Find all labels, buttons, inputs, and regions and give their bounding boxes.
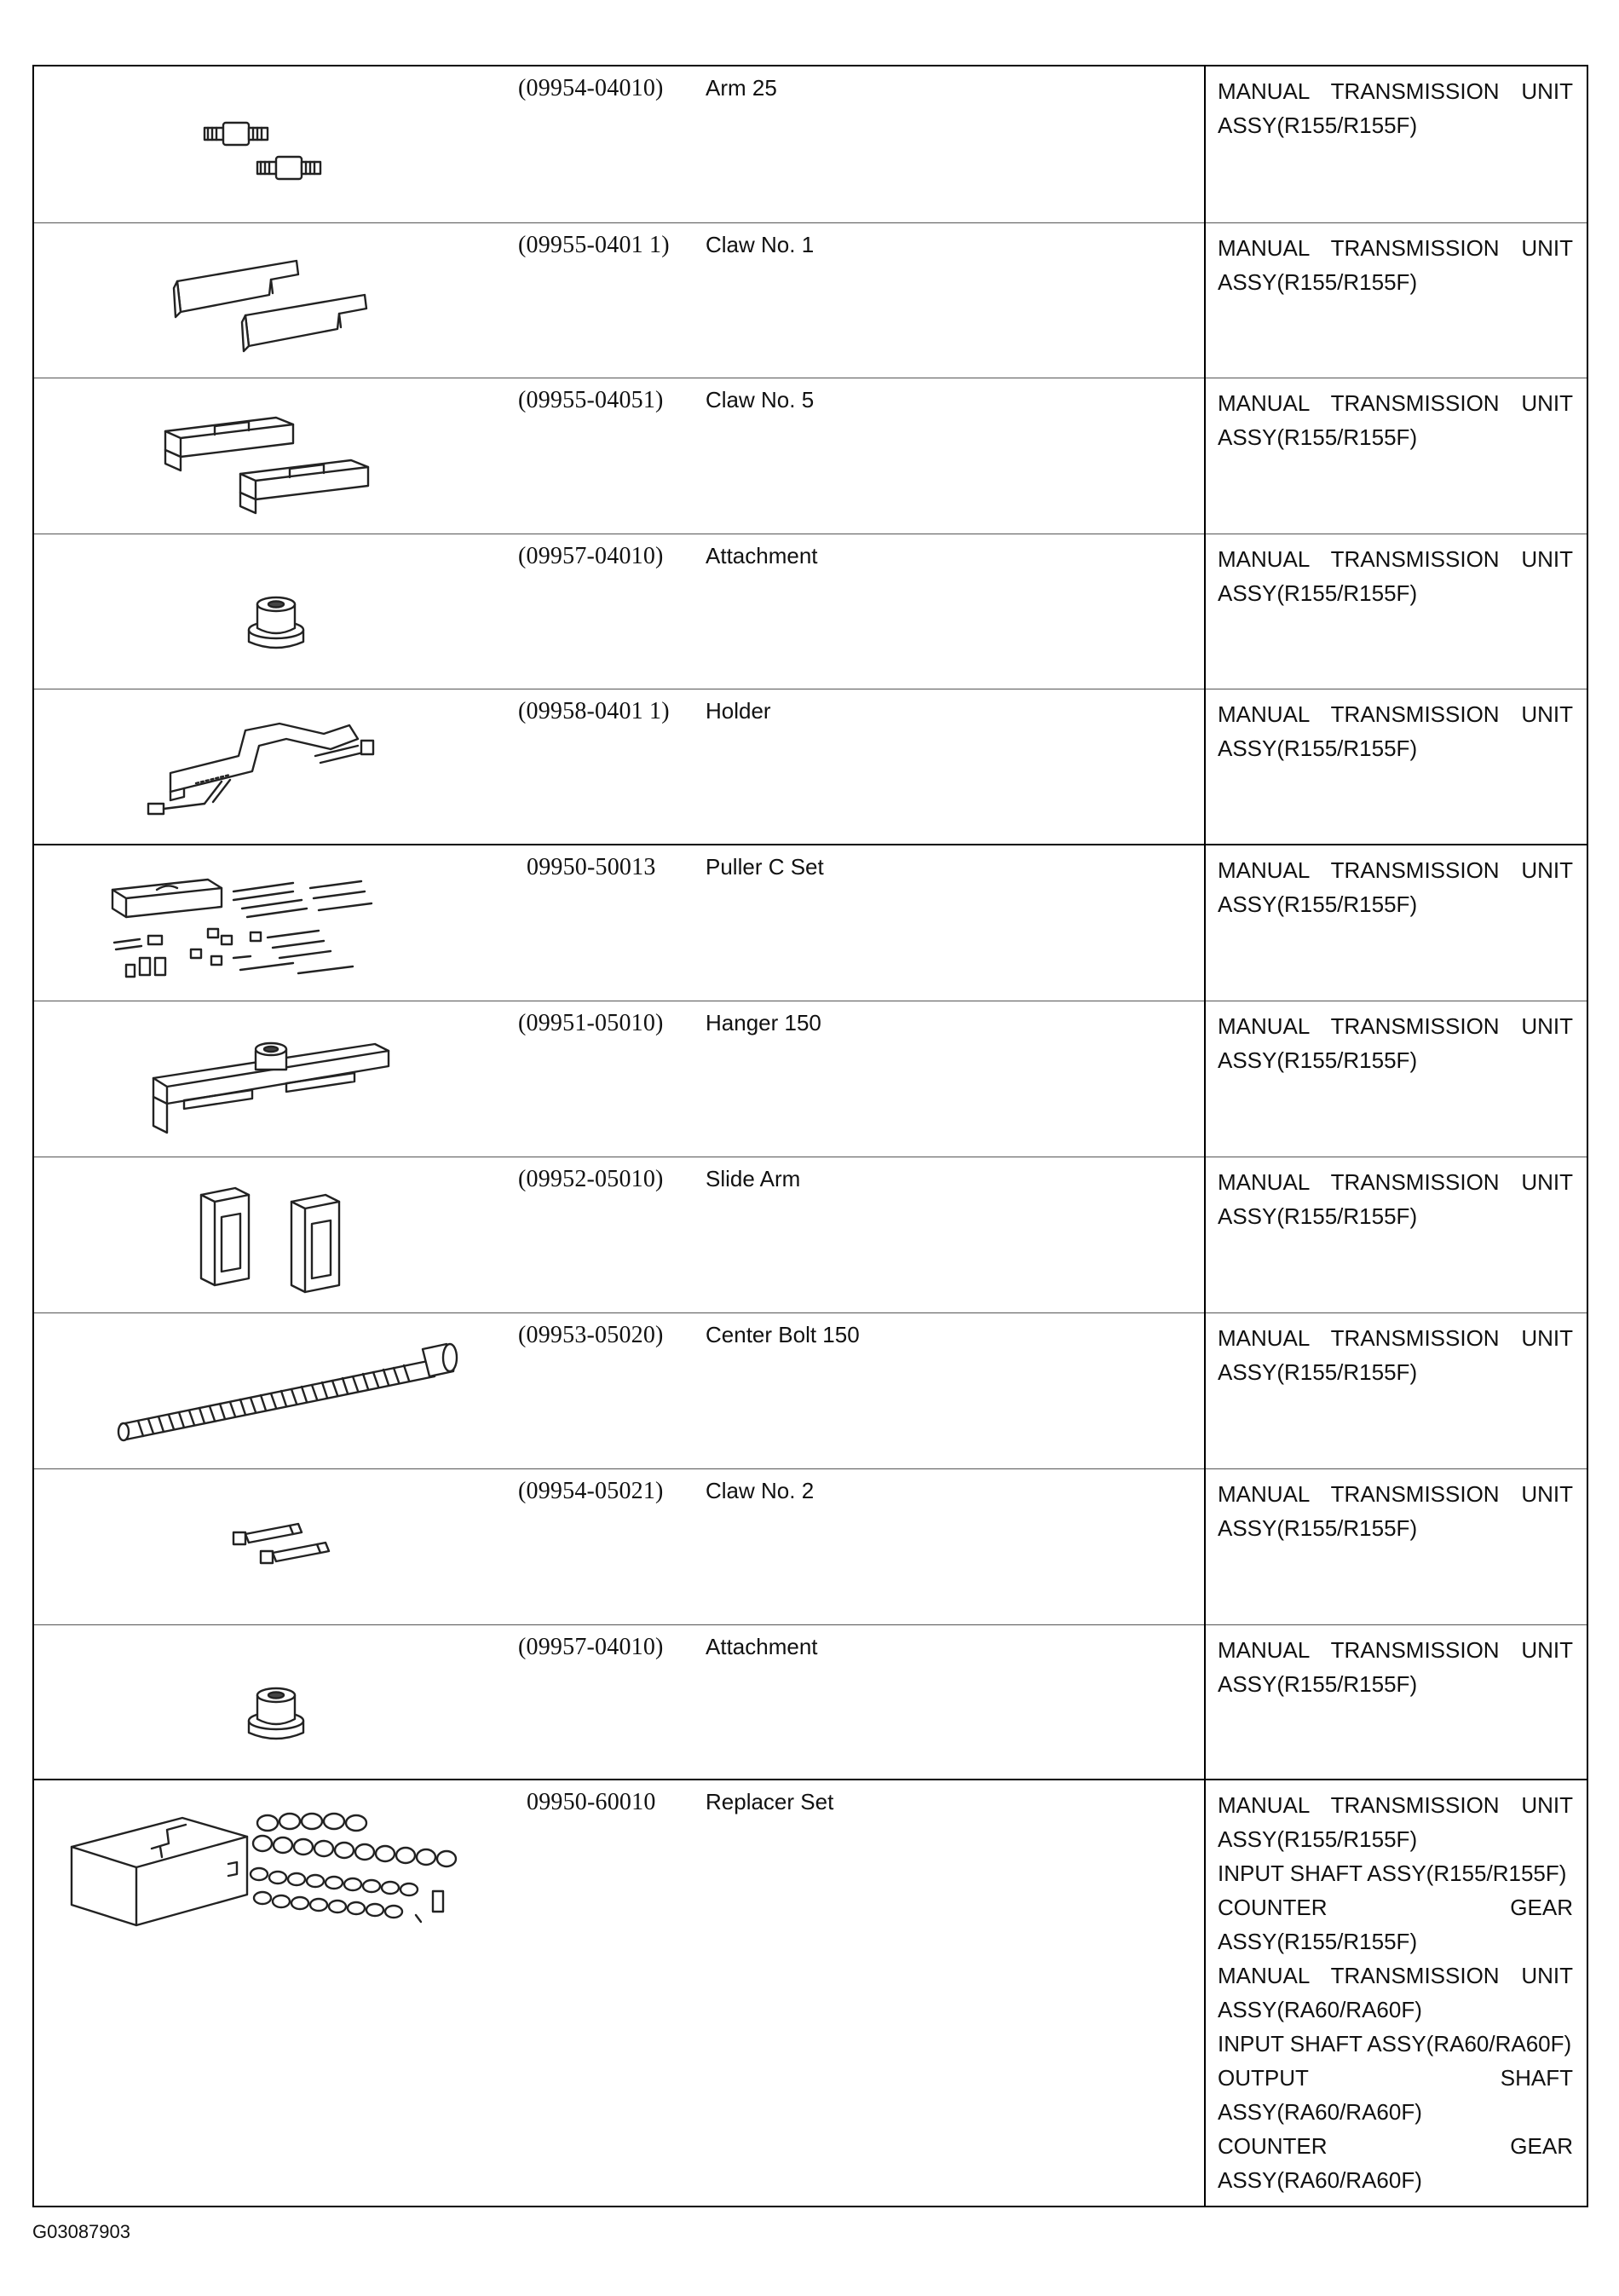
- tool-illustration-cell: [34, 689, 484, 845]
- tool-application-cell: [1205, 534, 1587, 689]
- tool-application-cell: [1205, 66, 1587, 222]
- holder-icon: [34, 689, 484, 845]
- application-line: ASSY(R155/R155F): [1218, 1826, 1418, 1852]
- application-line: ASSY(R155/R155F): [1218, 1047, 1418, 1073]
- claw-no-2-icon: [34, 1469, 484, 1625]
- application-line: ASSY(R155/R155F): [1218, 580, 1418, 606]
- application-line: ASSY(R155/R155F): [1218, 891, 1418, 917]
- application-line: MANUAL TRANSMISSION UNIT: [1218, 1012, 1573, 1039]
- tool-part-number: 09950-60010: [527, 1789, 656, 1815]
- application-line: INPUT SHAFT ASSY(R155/R155F): [1218, 1860, 1567, 1886]
- tool-row: [34, 1624, 1587, 1780]
- slide-arm-icon: [34, 1157, 484, 1313]
- application-line: ASSY(R155/R155F): [1218, 1359, 1418, 1385]
- tool-part-number: (09958-0401 1): [484, 689, 689, 845]
- tool-part-number: 09950-50013: [484, 845, 689, 1001]
- application-line: ASSY(R155/R155F): [1218, 1514, 1418, 1541]
- tool-name: Claw No. 5: [689, 378, 1205, 534]
- tool-application-cell: [1205, 1624, 1587, 1780]
- application-line: MANUAL TRANSMISSION UNIT: [1218, 389, 1573, 416]
- tool-part-number: (09955-0401 1): [484, 222, 689, 378]
- tool-illustration-cell: [34, 1780, 484, 2206]
- application-line: ASSY(R155/R155F): [1218, 1203, 1418, 1229]
- application-line: ASSY(RA60/RA60F): [1218, 2167, 1422, 2193]
- application-line: MANUAL TRANSMISSION UNIT: [1218, 1636, 1573, 1663]
- tool-application-cell: [1205, 1157, 1587, 1312]
- application-line: OUTPUT SHAFT: [1218, 2065, 1573, 2091]
- tool-application-cell: [1205, 1468, 1587, 1624]
- application-line: MANUAL TRANSMISSION UNIT: [1218, 1792, 1573, 1818]
- center-bolt-150-icon: [34, 1313, 484, 1469]
- tool-illustration-cell: [34, 222, 484, 378]
- tool-application-cell: [1205, 689, 1587, 845]
- tool-part-number: (09953-05020): [484, 1312, 689, 1468]
- tool-row: [34, 1001, 1587, 1157]
- tool-row: [34, 689, 1587, 845]
- figure-id: G03087903: [32, 2221, 130, 2242]
- application-line: ASSY(R155/R155F): [1218, 1929, 1418, 1954]
- application-line: MANUAL TRANSMISSION UNIT: [1218, 1963, 1573, 1988]
- tool-name: Attachment: [689, 1624, 1205, 1780]
- tool-name: Puller C Set: [689, 845, 1205, 1001]
- application-line: MANUAL TRANSMISSION UNIT: [1218, 545, 1573, 572]
- tool-row: [34, 1780, 1587, 2206]
- application-line: MANUAL TRANSMISSION UNIT: [1218, 1480, 1573, 1507]
- application-line: ASSY(R155/R155F): [1218, 424, 1418, 450]
- tool-name: Claw No. 2: [689, 1468, 1205, 1624]
- tool-application-cell: [1205, 1780, 1587, 2206]
- tool-name: Holder: [689, 689, 1205, 845]
- tool-name: Claw No. 1: [689, 222, 1205, 378]
- tool-application-cell: [1205, 845, 1587, 1001]
- tool-name: Center Bolt 150: [689, 1312, 1205, 1468]
- tool-part-number: (09955-04051): [484, 378, 689, 534]
- application-line: MANUAL TRANSMISSION UNIT: [1218, 701, 1573, 727]
- tool-application-cell: [1205, 222, 1587, 378]
- application-line: MANUAL TRANSMISSION UNIT: [1218, 857, 1573, 883]
- tool-name: Slide Arm: [689, 1157, 1205, 1312]
- tool-row: [34, 1312, 1587, 1468]
- tool-illustration-cell: [34, 1468, 484, 1624]
- special-tools-table: [32, 65, 1588, 2207]
- puller-c-set-icon: [34, 845, 484, 1001]
- tool-part-number: (09954-05021): [484, 1468, 689, 1624]
- tool-illustration-cell: [34, 534, 484, 689]
- tool-illustration-cell: [34, 66, 484, 222]
- tool-row: [34, 1157, 1587, 1312]
- application-line: ASSY(RA60/RA60F): [1218, 2099, 1422, 2125]
- application-line: MANUAL TRANSMISSION UNIT: [1218, 1168, 1573, 1195]
- tool-application-cell: [1205, 1312, 1587, 1468]
- application-line: ASSY(R155/R155F): [1218, 112, 1418, 138]
- tool-illustration-cell: [34, 1157, 484, 1312]
- tool-name: Hanger 150: [689, 1001, 1205, 1157]
- tool-application-cell: [1205, 1001, 1587, 1157]
- application-line: INPUT SHAFT ASSY(RA60/RA60F): [1218, 2031, 1572, 2057]
- tool-row: [34, 378, 1587, 534]
- claw-no-5-icon: [34, 378, 484, 534]
- tool-row: [34, 222, 1587, 378]
- attachment-icon: [34, 534, 484, 689]
- tool-illustration-cell: [34, 378, 484, 534]
- tool-illustration-cell: [34, 1001, 484, 1157]
- tool-part-number: (09954-04010): [484, 66, 689, 222]
- claw-no-1-icon: [34, 223, 484, 378]
- arm-25-icon: [34, 66, 484, 222]
- application-line: ASSY(R155/R155F): [1218, 735, 1418, 761]
- application-line: ASSY(R155/R155F): [1218, 1670, 1418, 1697]
- application-line: ASSY(RA60/RA60F): [1218, 1997, 1422, 2022]
- tool-row: [34, 1468, 1587, 1624]
- tool-name: Replacer Set: [706, 1789, 834, 1814]
- tool-illustration-cell: [34, 1312, 484, 1468]
- tool-part-number: (09951-05010): [484, 1001, 689, 1157]
- hanger-150-icon: [34, 1001, 484, 1157]
- application-line: MANUAL TRANSMISSION UNIT: [1218, 234, 1573, 261]
- tool-part-number: (09957-04010): [484, 1624, 689, 1780]
- tool-row: [34, 66, 1587, 222]
- tool-row: [34, 534, 1587, 689]
- application-line: ASSY(R155/R155F): [1218, 268, 1418, 295]
- replacer-set-icon: [34, 1780, 484, 2201]
- tool-application-cell: [1205, 378, 1587, 534]
- application-line: COUNTER GEAR: [1218, 2133, 1573, 2159]
- tool-part-number: (09957-04010): [484, 534, 689, 689]
- tool-name: Arm 25: [689, 66, 1205, 222]
- application-line: MANUAL TRANSMISSION UNIT: [1218, 1324, 1573, 1351]
- tool-illustration-cell: [34, 845, 484, 1001]
- application-line: MANUAL TRANSMISSION UNIT: [1218, 78, 1573, 104]
- tool-row: [34, 845, 1587, 1001]
- attachment-icon: [34, 1625, 484, 1780]
- tool-illustration-cell: [34, 1624, 484, 1780]
- tool-part-number: (09952-05010): [484, 1157, 689, 1312]
- application-line: COUNTER GEAR: [1218, 1895, 1573, 1920]
- tool-name: Attachment: [689, 534, 1205, 689]
